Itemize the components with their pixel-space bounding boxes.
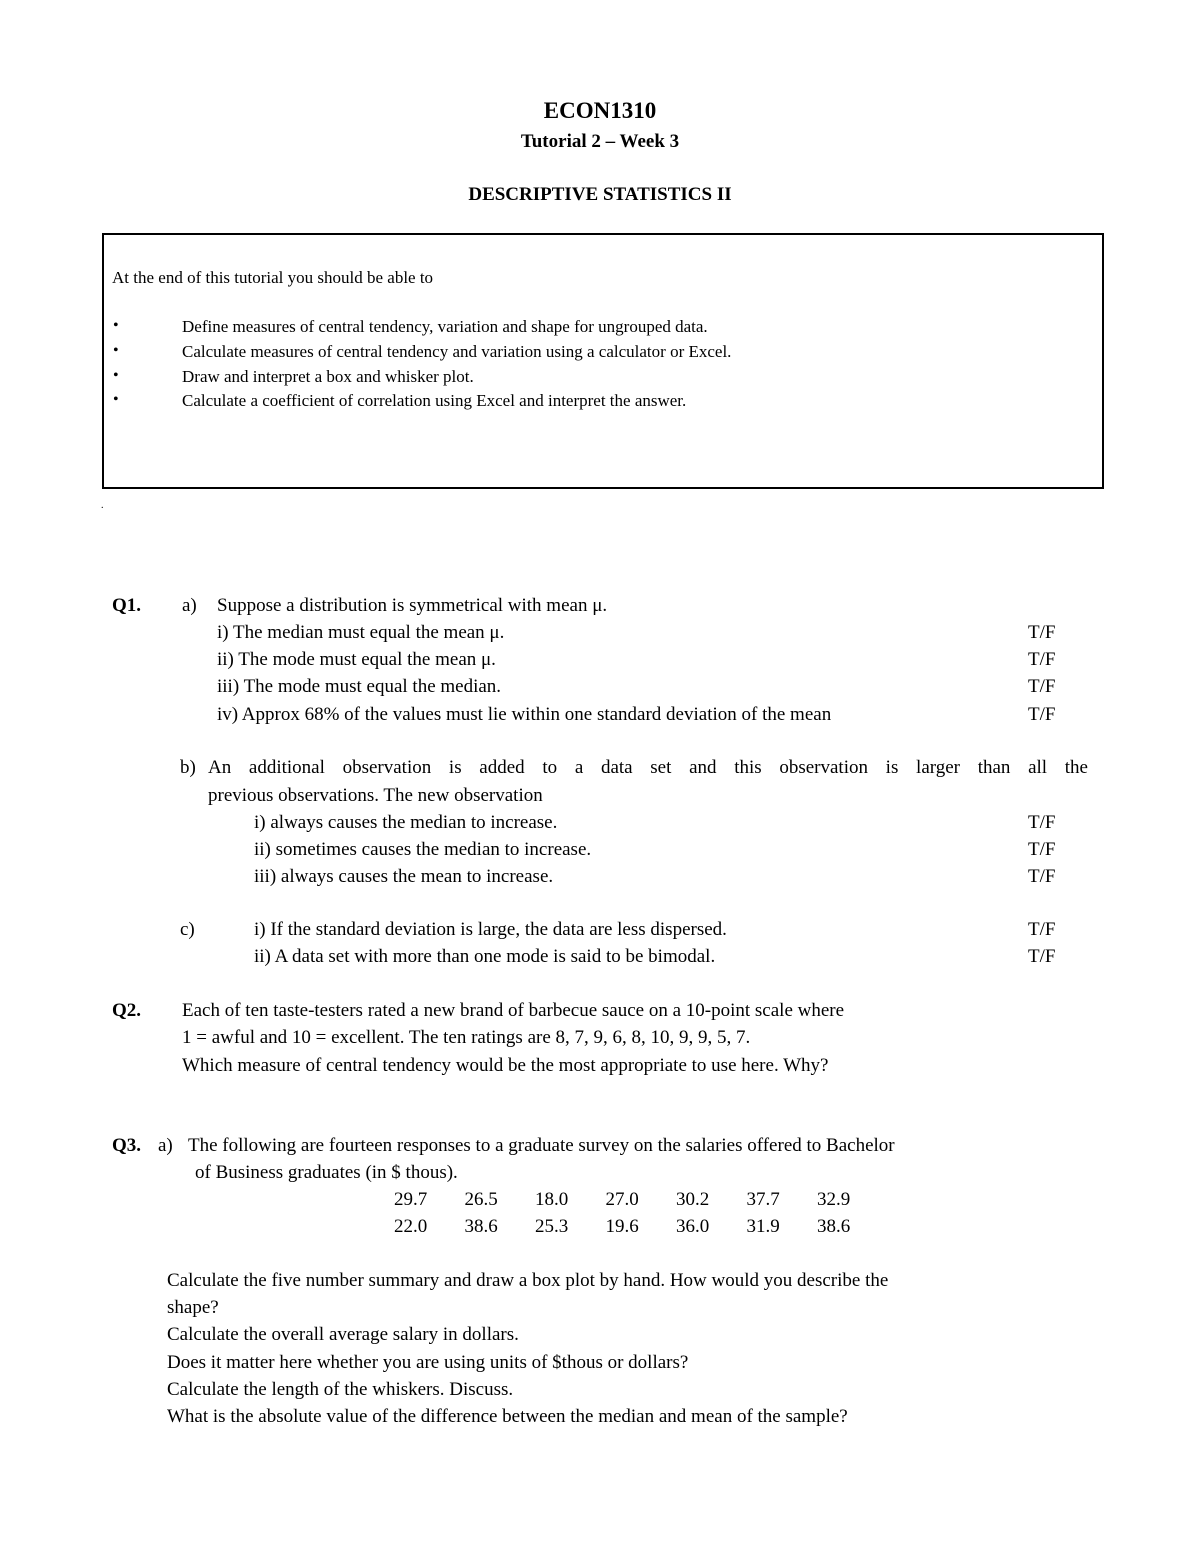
salary-row xyxy=(394,1189,888,1211)
q1b-prefix: b) xyxy=(180,757,196,778)
tf-answer: T/F xyxy=(1028,676,1056,697)
objective-item: Calculate a coefficient of correlation using Excel and interpret the answer. xyxy=(182,391,687,410)
q1b-stem-line2: previous observations. The new observation xyxy=(208,785,543,806)
q3-task: What is the absolute value of the difference between the median and mean of the sample? xyxy=(167,1406,848,1427)
objectives-intro: At the end of this tutorial you should be able to xyxy=(112,268,434,287)
q3-line2: of Business graduates (in $ thous). xyxy=(195,1162,458,1183)
salary-value: 38.6 xyxy=(817,1216,851,1237)
salary-row xyxy=(394,1216,888,1238)
q1a-item: iv) Approx 68% of the values must lie within one standard deviation of the mean xyxy=(217,704,832,725)
q1a-item: i) The median must equal the mean μ. xyxy=(217,622,505,643)
bullet-icon: • xyxy=(113,391,119,408)
q1c-prefix: c) xyxy=(180,919,195,940)
q3-label: Q3. xyxy=(112,1135,142,1156)
topic-title: DESCRIPTIVE STATISTICS II xyxy=(468,184,732,205)
q1a-prefix: a) xyxy=(182,595,197,616)
salary-value: 25.3 xyxy=(535,1216,569,1237)
q1-label: Q1. xyxy=(112,595,142,616)
salary-value: 32.9 xyxy=(817,1189,851,1210)
q3-part: a) xyxy=(158,1135,173,1156)
tf-answer: T/F xyxy=(1028,919,1056,940)
q1b-item: iii) always causes the mean to increase. xyxy=(254,866,554,887)
salary-value: 27.0 xyxy=(605,1189,639,1210)
q1a-item: iii) The mode must equal the median. xyxy=(217,676,502,697)
q1b-stem-line1: An additional observation is added to a data set and this observation is larger than all the xyxy=(208,757,1088,778)
course-code: ECON1310 xyxy=(543,98,657,123)
bullet-icon: • xyxy=(113,367,119,384)
salary-value: 19.6 xyxy=(605,1216,639,1237)
q1a-item: ii) The mode must equal the mean μ. xyxy=(217,649,496,670)
tf-answer: T/F xyxy=(1028,812,1056,833)
salary-value: 30.2 xyxy=(676,1189,710,1210)
q3-task: shape? xyxy=(167,1297,219,1318)
objective-item: Calculate measures of central tendency and variation using a calculator or Excel. xyxy=(182,342,732,361)
tutorial-title: Tutorial 2 – Week 3 xyxy=(520,131,680,152)
salary-value: 26.5 xyxy=(464,1189,498,1210)
salary-value: 36.0 xyxy=(676,1216,710,1237)
tf-answer: T/F xyxy=(1028,622,1056,643)
objective-item: Draw and interpret a box and whisker plot. xyxy=(182,367,474,386)
tf-answer: T/F xyxy=(1028,649,1056,670)
bullet-icon: • xyxy=(113,317,119,334)
salary-value: 38.6 xyxy=(464,1216,498,1237)
q3-task: Calculate the length of the whiskers. Discuss. xyxy=(167,1379,514,1400)
q1a-stem: Suppose a distribution is symmetrical with mean μ. xyxy=(217,595,608,616)
tf-answer: T/F xyxy=(1028,704,1056,725)
tf-answer: T/F xyxy=(1028,866,1056,887)
salary-value: 29.7 xyxy=(394,1189,428,1210)
salary-value: 22.0 xyxy=(394,1216,428,1237)
q1b-item: ii) sometimes causes the median to increase. xyxy=(254,839,592,860)
q1c-item: i) If the standard deviation is large, the data are less dispersed. xyxy=(254,919,727,940)
tf-answer: T/F xyxy=(1028,946,1056,967)
salary-value: 31.9 xyxy=(746,1216,780,1237)
q1b-item: i) always causes the median to increase. xyxy=(254,812,558,833)
objective-item: Define measures of central tendency, variation and shape for ungrouped data. xyxy=(182,317,708,336)
q3-task: Calculate the five number summary and draw a box plot by hand. How would you describe the xyxy=(167,1270,889,1291)
bullet-icon: • xyxy=(113,342,119,359)
q3-task: Does it matter here whether you are using units of $thous or dollars? xyxy=(167,1352,689,1373)
tf-answer: T/F xyxy=(1028,839,1056,860)
q2-label: Q2. xyxy=(112,1000,142,1021)
q2-line2: 1 = awful and 10 = excellent. The ten ratings are 8, 7, 9, 6, 8, 10, 9, 9, 5, 7. xyxy=(182,1027,751,1048)
q3-task: Calculate the overall average salary in dollars. xyxy=(167,1324,519,1345)
q2-line1: Each of ten taste-testers rated a new brand of barbecue sauce on a 10-point scale where xyxy=(182,1000,845,1021)
q2-line3: Which measure of central tendency would be the most appropriate to use here. Why? xyxy=(182,1055,829,1076)
salary-value: 37.7 xyxy=(746,1189,780,1210)
stray-mark: . xyxy=(101,500,104,511)
q1c-item: ii) A data set with more than one mode is said to be bimodal. xyxy=(254,946,716,967)
salary-value: 18.0 xyxy=(535,1189,569,1210)
q3-line1: The following are fourteen responses to a graduate survey on the salaries offered to Bachelor xyxy=(188,1135,895,1156)
